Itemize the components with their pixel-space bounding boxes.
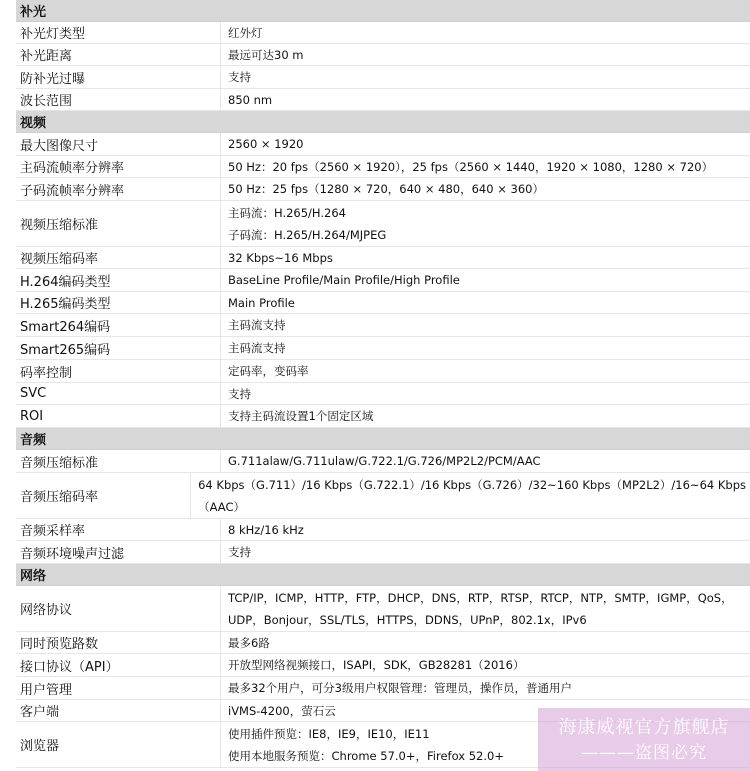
- spec-row: [16, 541, 750, 564]
- spec-label: 音频压缩标准: [16, 450, 221, 472]
- spec-label: Smart264编码: [16, 314, 221, 336]
- spec-value-line: G.711alaw/G.711ulaw/G.722.1/G.726/MP2L2/PCM/AAC: [228, 454, 541, 468]
- spec-row: [16, 654, 750, 677]
- spec-value: [221, 677, 750, 699]
- spec-value: [221, 201, 750, 246]
- spec-value-line: 开放型网络视频接口，ISAPI，SDK，GB28281（2016）: [228, 658, 525, 672]
- spec-value-line: 红外灯: [228, 25, 263, 40]
- spec-label: 音频环境噪声过滤: [16, 541, 221, 563]
- spec-label: 视频压缩码率: [16, 247, 221, 268]
- spec-value: [221, 44, 750, 65]
- spec-value: [221, 133, 750, 155]
- section-header: 音频: [16, 428, 750, 450]
- spec-label: 音频压缩码率: [16, 473, 191, 518]
- spec-value-line: 最远可达30 m: [228, 47, 304, 62]
- spec-row: [16, 450, 750, 473]
- spec-label: 补光距离: [16, 44, 221, 65]
- spec-row: [16, 292, 750, 314]
- spec-label: H.265编码类型: [16, 292, 221, 313]
- spec-value-line: （AAC）: [198, 499, 245, 514]
- spec-value: [221, 156, 750, 177]
- spec-label: 子码流帧率分辨率: [16, 178, 221, 200]
- spec-value-line: 最多6路: [228, 635, 270, 650]
- watermark-overlay: [538, 708, 750, 771]
- spec-value: [221, 586, 750, 631]
- section-header: 网络: [16, 564, 750, 586]
- spec-value-line: 8 kHz/16 kHz: [228, 522, 304, 537]
- spec-value-line: 定码率，变码率: [228, 364, 309, 378]
- spec-row: [16, 360, 750, 383]
- spec-value-line: 主码流支持: [228, 341, 286, 355]
- spec-label: 客户端: [16, 700, 221, 721]
- spec-row: [16, 89, 750, 111]
- spec-label: 防补光过曝: [16, 66, 221, 88]
- spec-value-line: 主码流支持: [228, 318, 286, 332]
- spec-label: 同时预览路数: [16, 632, 221, 653]
- spec-row: [16, 473, 750, 519]
- spec-value-line: 32 Kbps~16 Mbps: [228, 250, 333, 265]
- spec-value: [221, 89, 750, 110]
- spec-row: [16, 133, 750, 156]
- spec-row: [16, 586, 750, 632]
- spec-row: [16, 156, 750, 178]
- spec-row: [16, 178, 750, 201]
- spec-label: 补光灯类型: [16, 22, 221, 43]
- spec-value: [221, 405, 750, 427]
- spec-row: [16, 632, 750, 654]
- spec-label: 主码流帧率分辨率: [16, 156, 221, 177]
- spec-value: [221, 247, 750, 268]
- spec-value-line: 支持: [228, 386, 251, 401]
- spec-row: [16, 269, 750, 292]
- spec-value-line: 50 Hz：20 fps（2560 × 1920），25 fps（2560 × 1440，1920 × 1080，1280 × 720）: [228, 159, 714, 174]
- spec-label: H.264编码类型: [16, 269, 221, 291]
- spec-row: [16, 677, 750, 700]
- spec-label: 用户管理: [16, 677, 221, 699]
- section-header: 补光: [16, 0, 750, 22]
- spec-value-line: 支持: [228, 70, 251, 84]
- spec-table: [16, 0, 750, 768]
- spec-value: [221, 292, 750, 313]
- spec-label: ROI: [16, 405, 221, 427]
- spec-value: [221, 22, 750, 43]
- spec-label: 接口协议（API）: [16, 654, 221, 676]
- spec-value-line: UDP，Bonjour，SSL/TLS，HTTPS，DDNS，UPnP，802.1x，IPv6: [228, 612, 587, 627]
- spec-row: [16, 201, 750, 247]
- watermark-notice: ———盗图必究: [581, 742, 707, 763]
- spec-value: [221, 654, 750, 676]
- spec-value: [221, 314, 750, 336]
- spec-row: [16, 66, 750, 89]
- spec-value-line: 主码流：H.265/H.264: [228, 205, 346, 220]
- spec-row: [16, 247, 750, 269]
- spec-row: [16, 519, 750, 541]
- spec-value: [221, 541, 750, 563]
- spec-label: 视频压缩标准: [16, 201, 221, 246]
- spec-label: 波长范围: [16, 89, 221, 110]
- spec-value: [221, 519, 750, 540]
- spec-row: [16, 44, 750, 66]
- spec-value: [221, 178, 750, 200]
- spec-value: [191, 473, 750, 518]
- spec-label: 码率控制: [16, 360, 221, 382]
- section-header: 视频: [16, 111, 750, 133]
- spec-row: [16, 383, 750, 405]
- spec-value-line: Main Profile: [228, 295, 295, 310]
- spec-value: [221, 450, 750, 472]
- spec-row: [16, 405, 750, 428]
- spec-value-line: 子码流：H.265/H.264/MJPEG: [228, 227, 387, 242]
- spec-label: SVC: [16, 383, 221, 404]
- spec-value-line: 最多32个用户，可分3级用户权限管理：管理员，操作员，普通用户: [228, 681, 572, 695]
- spec-value-line: 支持主码流设置1个固定区域: [228, 409, 374, 423]
- spec-value-line: 使用本地服务预览：Chrome 57.0+，Firefox 52.0+: [228, 748, 504, 763]
- spec-value-line: 使用插件预览：IE8，IE9，IE10，IE11: [228, 726, 430, 741]
- spec-value: [221, 383, 750, 404]
- spec-label: 音频采样率: [16, 519, 221, 540]
- spec-value-line: 支持: [228, 545, 251, 559]
- spec-label: Smart265编码: [16, 337, 221, 359]
- spec-value: [221, 337, 750, 359]
- spec-value: [221, 360, 750, 382]
- spec-value-line: TCP/IP，ICMP，HTTP，FTP，DHCP，DNS，RTP，RTSP，RTCP，NTP，SMTP，IGMP，QoS，: [228, 590, 733, 605]
- watermark-store-name: 海康威视官方旗舰店: [558, 716, 730, 738]
- spec-value: [221, 66, 750, 88]
- spec-value-line: 64 Kbps（G.711）/16 Kbps（G.722.1）/16 Kbps（G.726）/32~160 Kbps（MP2L2）/16~64 Kbps: [198, 477, 746, 492]
- spec-row: [16, 22, 750, 44]
- spec-label: 浏览器: [16, 722, 221, 767]
- spec-label: 最大图像尺寸: [16, 133, 221, 155]
- spec-value: [221, 269, 750, 291]
- spec-value: [221, 632, 750, 653]
- spec-value-line: iVMS-4200，萤石云: [228, 703, 336, 718]
- spec-row: [16, 337, 750, 360]
- spec-value-line: BaseLine Profile/Main Profile/High Profile: [228, 273, 460, 287]
- spec-row: [16, 314, 750, 337]
- spec-value-line: 850 nm: [228, 92, 273, 107]
- spec-value-line: 2560 × 1920: [228, 137, 304, 151]
- spec-label: 网络协议: [16, 586, 221, 631]
- spec-value-line: 50 Hz：25 fps（1280 × 720，640 × 480，640 × 360）: [228, 182, 544, 196]
